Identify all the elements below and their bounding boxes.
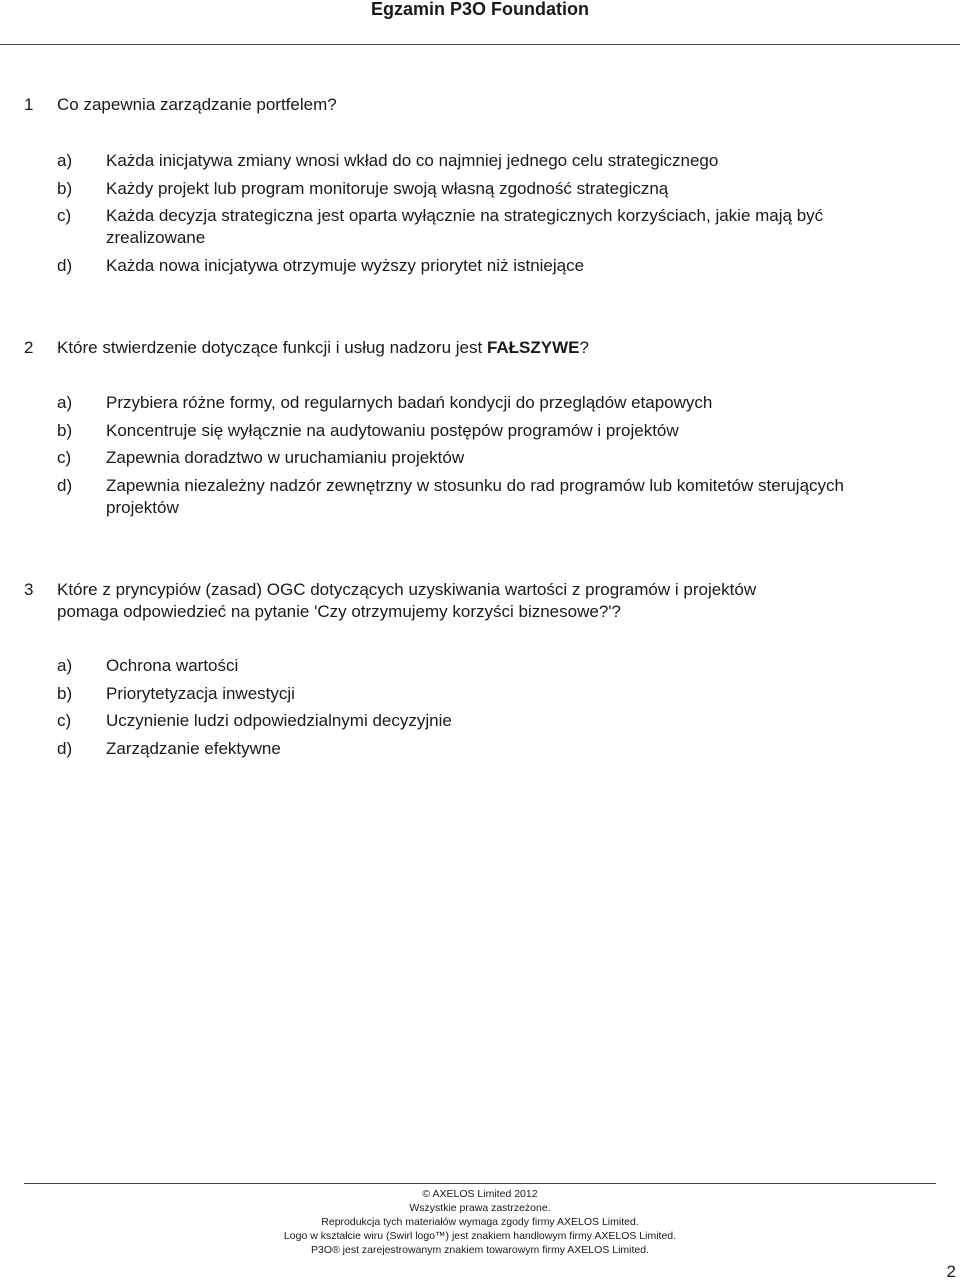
question-3-option-b-text: Priorytetyzacja inwestycji: [106, 684, 295, 703]
question-1-option-b-text: Każdy projekt lub program monitoruje swoją własną zgodność strategiczną: [106, 179, 669, 198]
question-1-number: 1: [24, 95, 34, 114]
question-2-option-a-text: Przybiera różne formy, od regularnych badań kondycji do przeglądów etapowych: [106, 393, 713, 412]
question-1-option-c-letter: c): [57, 206, 72, 225]
question-1-text: Co zapewnia zarządzanie portfelem?: [57, 95, 337, 114]
question-2-option-b-letter: b): [57, 421, 73, 440]
header-divider: [0, 44, 960, 45]
question-2-option-c-text: Zapewnia doradztwo w uruchamianiu projektów: [106, 448, 465, 467]
question-2-option-d-text: Zapewnia niezależny nadzór zewnętrzny w stosunku do rad programów lub komitetów sterujących projektów: [106, 476, 844, 517]
question-3-option-c-text: Uczynienie ludzi odpowiedzialnymi decyzyjnie: [106, 711, 452, 730]
question-2-number: 2: [24, 338, 34, 357]
footer-registered-note: P3O® jest zarejestrowanym znakiem towarowym firmy AXELOS Limited.: [310, 1244, 649, 1256]
question-1-option-a-text: Każda inicjatywa zmiany wnosi wkład do co najmniej jednego celu strategicznego: [106, 151, 719, 170]
question-3-option-a-letter: a): [57, 656, 73, 675]
question-2-text: [57, 337, 857, 359]
question-3-option-d-letter: d): [57, 739, 73, 758]
page-title: Egzamin P3O Foundation: [370, 0, 589, 19]
question-2-text-start: Które stwierdzenie dotyczące funkcji i usług nadzoru jest: [57, 338, 487, 357]
question-1-option-d-letter: d): [57, 256, 73, 275]
question-3-text: Które z pryncypiów (zasad) OGC dotyczących uzyskiwania wartości z programów i projektów pomaga odpowiedzieć na pytanie 'Czy otrzymujemy korzyści biznesowe?'?: [57, 580, 757, 621]
question-1-option-a-letter: a): [57, 151, 73, 170]
question-2-option-b-text: Koncentruje się wyłącznie na audytowaniu postępów programów i projektów: [106, 421, 679, 440]
question-3-option-b-letter: b): [57, 684, 73, 703]
question-2-option-a-letter: a): [57, 393, 73, 412]
question-3-option-d-text: Zarządzanie efektywne: [106, 739, 281, 758]
question-2-text-end: ?: [579, 338, 589, 357]
question-2-option-c-letter: c): [57, 448, 72, 467]
footer-copyright: © AXELOS Limited 2012: [422, 1188, 538, 1200]
footer-trademark-note: Logo w kształcie wiru (Swirl logo™) jest znakiem handlowym firmy AXELOS Limited.: [283, 1230, 677, 1242]
question-2-option-d-letter: d): [57, 476, 73, 495]
question-1-option-b-letter: b): [57, 179, 73, 198]
question-3-option-c-letter: c): [57, 711, 72, 730]
footer-rights: Wszystkie prawa zastrzeżone.: [409, 1202, 551, 1214]
question-1-option-c-text: Każda decyzja strategiczna jest oparta wyłącznie na strategicznych korzyściach, jakie mają być zrealizowane: [106, 206, 824, 247]
question-3-option-a-text: Ochrona wartości: [106, 656, 239, 675]
page-number: 2: [946, 1262, 956, 1281]
question-3-number: 3: [24, 580, 34, 599]
footer-divider: [24, 1183, 936, 1184]
footer: [0, 1187, 960, 1257]
footer-reproduction-note: Reprodukcja tych materiałów wymaga zgody firmy AXELOS Limited.: [321, 1216, 639, 1228]
question-2-emphasis: FAŁSZYWE: [486, 338, 580, 357]
question-1-option-d-text: Każda nowa inicjatywa otrzymuje wyższy priorytet niż istniejące: [106, 256, 585, 275]
